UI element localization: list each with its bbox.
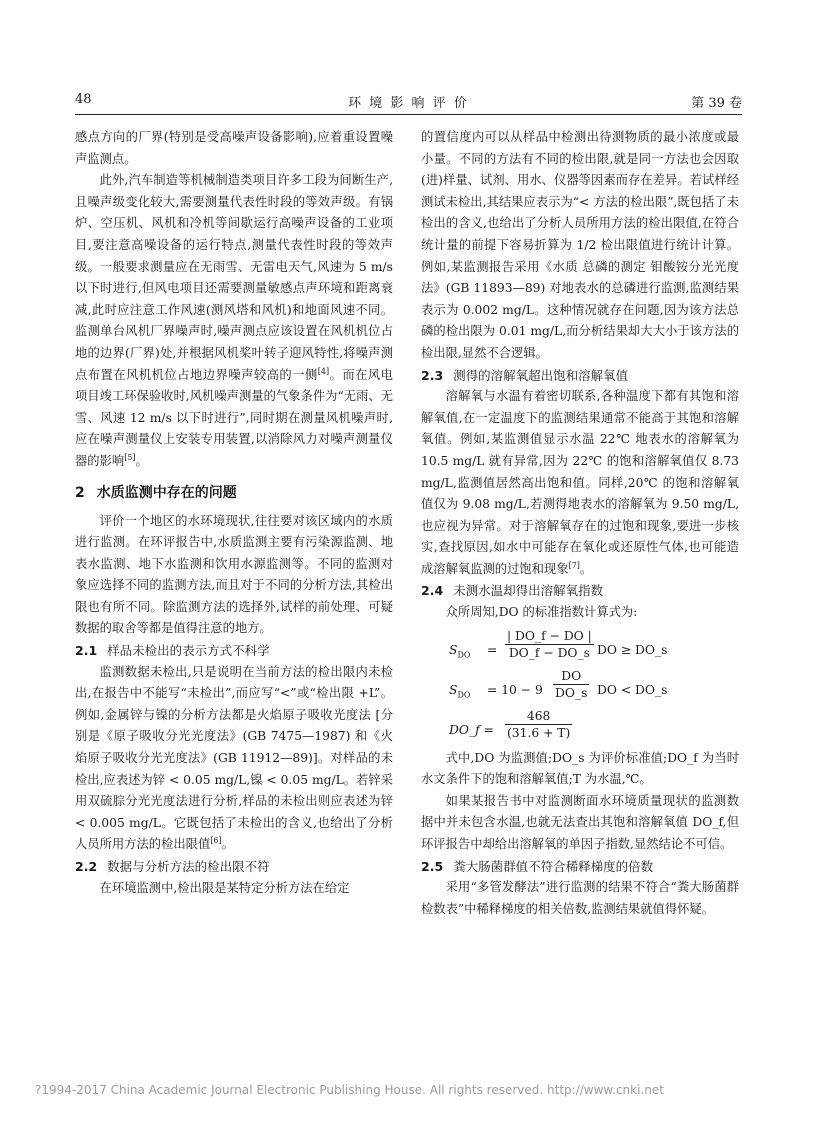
paragraph: 众所周知,DO 的标准指数计算式为:	[445, 605, 638, 620]
subsection-number: 2.5	[421, 858, 444, 874]
fraction	[505, 708, 572, 741]
subsection-number: 2.4	[421, 583, 444, 599]
subsection-heading	[75, 640, 393, 662]
copyright-footer: ?1994-2017 China Academic Journal Electronic Publishing House. All rights reserved. http://www.cnki.net	[35, 1083, 664, 1097]
equation-lhs: DO_f =	[449, 722, 494, 737]
paragraph-text: 。	[579, 561, 593, 576]
paragraph: 评价一个地区的水环境现状,往往要对该区域内的水质进行监测。在环评报告中,水质监测主要有污染源监测、地表水监测、地下水监测和饮用水源监测等。不同的监测对象应选择不同的监测方法,而且对于不同的分析方法,其检出限也有所不同。除监测方法的选择外,试样的前处理、可疑数据的取舍等都是值得注意的地方。	[75, 513, 393, 636]
volume-label: 第 39 卷	[691, 96, 742, 111]
denominator: (31.6 + T)	[507, 725, 571, 740]
paragraph: 如果某报告书中对监测断面水环境质量现状的监测数据中并未包含水温,也就无法查出其饱和溶解氧值 DO_f,但环评报告中却给出溶解氧的单因子指数,显然结论不可信。	[421, 793, 739, 852]
paragraph: 的置信度内可以从样品中检测出待测物质的最小浓度或最小量。不同的方法有不同的检出限,就是同一方法也会因取(进)样量、试剂、用水、仪器等因素而存在差异。若试样经测试未检出,其结果应表示为“< 方法的检出限”,既包括了未检出的含义,也给出了分析人员所用方法的检出限值,在符合统计量的前提下容易折算为 1/2 检出限值进行统计计算。例如,某监测报告采用《水质 总磷的测定 钼酸铵分光光度法》(GB 11893—89) 对地表水的总磷进行监测,监测结果表示为 0.002 mg/L。这种情况就存在问题,因为该方法总磷的检出限为 0.01 mg/L,而分析结果却大大小于该方法的检出限,显然不合逻辑。	[421, 130, 739, 360]
equation-condition: DO < DO_s	[597, 682, 668, 697]
running-header	[75, 92, 742, 112]
citation[interactable]: [7]	[568, 560, 580, 570]
section-heading	[75, 479, 393, 507]
paragraph	[75, 662, 393, 856]
numerator: 468	[505, 708, 572, 725]
right-column	[421, 127, 739, 920]
equation-2	[421, 668, 739, 704]
subsection-heading	[421, 365, 739, 387]
equation-lhs: $S_{DO}$	[449, 642, 471, 660]
subsection-number: 2.3	[421, 367, 444, 383]
section-title: 水质监测中存在的问题	[96, 484, 237, 501]
paragraph: 采用“多管发酵法”进行监测的结果不符合“粪大肠菌群检数表”中稀释梯度的相关倍数,监测结果就值得怀疑。	[421, 880, 739, 916]
equals-sign: =	[487, 642, 498, 657]
subsection-heading	[421, 856, 739, 878]
paragraph-text: 溶解氧与水温有着密切联系,各种温度下都有其饱和溶解氧值,在一定温度下的监测结果通常不能高于其饱和溶解氧值。例如,某监测值显示水温 22℃ 地表水的溶解氧为 10.5 mg/L 就有异常,因为 22℃ 的饱和溶解氧值仅 8.73 mg/L,监测值居然高出饱和值。同样,20℃ 的饱和溶解氧值仅为 9.08 mg/L,若测得地表水的溶解氧为 9.50 mg/L,也应视为异常。对于溶解氧存在的过饱和现象,要进一步核实,查找原因,如水中可能存在氧化或还原性气体,也可能造成溶解氧监测的过饱和现象	[421, 389, 739, 576]
subsection-title: 测得的溶解氧超出饱和溶解氧值	[453, 367, 629, 383]
numerator: | DO_f − DO |	[507, 628, 592, 643]
subsection-heading	[75, 856, 393, 878]
paragraph-text: 。	[221, 837, 234, 852]
section-number: 2	[75, 484, 85, 501]
fraction	[505, 628, 594, 661]
left-column	[75, 127, 393, 899]
citation[interactable]: [5]	[124, 452, 136, 462]
denominator: DO_f − DO_s	[508, 645, 590, 660]
paragraph	[75, 170, 393, 472]
paragraph: 式中,DO 为监测值;DO_s 为评价标准值;DO_f 为当时水文条件下的饱和溶解氧值;T 为水温,℃。	[421, 750, 739, 787]
page-number: 48	[75, 92, 92, 107]
paragraph: 感点方向的厂界(特别是受高噪声设备影响),应着重设置噪声监测点。	[75, 130, 393, 166]
subsection-title: 样品未检出的表示方式不科学	[107, 643, 270, 659]
equation-lhs: $S_{DO}$	[449, 682, 471, 700]
paragraph-text: 。而在风电项目竣工环保验收时,风机噪声测量的气象条件为“无雨、无雪、风速 12 m/s 以下时进行”,同时期在测量风机噪声时,应在噪声测量仪上安装专用装置,以消除风力对噪声测量仪器的影响	[75, 367, 393, 468]
denominator: DO_s	[555, 685, 588, 700]
equation-rhs: = 10 − 9	[487, 682, 543, 697]
citation[interactable]: [6]	[210, 836, 222, 846]
citation[interactable]: [4]	[317, 366, 330, 376]
paragraph	[421, 386, 739, 580]
paragraph-text: 此外,汽车制造等机械制造类项目许多工段为间断生产,且噪声级变化较大,需要测量代表性时段的等效声级。有锅炉、空压机、风机和冷机等间歇运行高噪声设备的工业项目,要注意高噪设备的运行特点,测量代表性时段的等效声级。一般要求测量应在无雨雪、无雷电天气,风速为 5 m/s 以下时进行,但风电项目还需要测量敏感点声环境和距离衰减,此时应注意工作风速(测风塔和风机)和地面风速不同。监测单台风机厂界噪声时,噪声测点应该设置在风机机位占地的边界(厂界)处,并根据风机桨叶转子迎风特性,将噪声测点布置在风机机位占地边界噪声较高的一侧	[75, 173, 393, 382]
equation-condition: DO ≥ DO_s	[597, 642, 668, 657]
paragraph-text: 。	[135, 453, 148, 468]
paragraph: 在环境监测中,检出限是某特定分析方法在给定	[99, 880, 350, 895]
subsection-number: 2.1	[75, 643, 98, 659]
subsection-title: 数据与分析方法的检出限不符	[107, 859, 270, 874]
equation-3	[421, 708, 739, 744]
numerator: DO	[553, 668, 589, 685]
journal-title: 环 境 影 响 评 价	[348, 96, 469, 111]
fraction	[553, 668, 589, 701]
subsection-number: 2.2	[75, 859, 98, 874]
subsection-heading	[421, 580, 739, 602]
subsection-title: 未测水温却得出溶解氧指数	[453, 583, 604, 599]
header-rule	[75, 114, 742, 115]
paragraph-text: 监测数据未检出,只是说明在当前方法的检出限内未检出,在报告中不能写“未检出”,而应写“<”或“检出限 +L”。例如,金属锌与镍的分析方法都是火焰原子吸收光度法 [分别是《原子吸收分光光度法》(GB 7475—1987) 和《火焰原子吸收分光光度法》(GB 11912—89)]。对样品的未检出,应表述为锌 < 0.05 mg/L,镍 < 0.05 mg/L。若锌采用双硫腙分光光度法进行分析,样品的未检出则应表述为锌 < 0.005 mg/L。它既包括了未检出的含义,也给出了分析人员所用方法的检出限值	[75, 664, 393, 852]
equation-1	[421, 628, 739, 664]
subsection-title: 粪大肠菌群值不符合稀释梯度的倍数	[453, 858, 654, 874]
